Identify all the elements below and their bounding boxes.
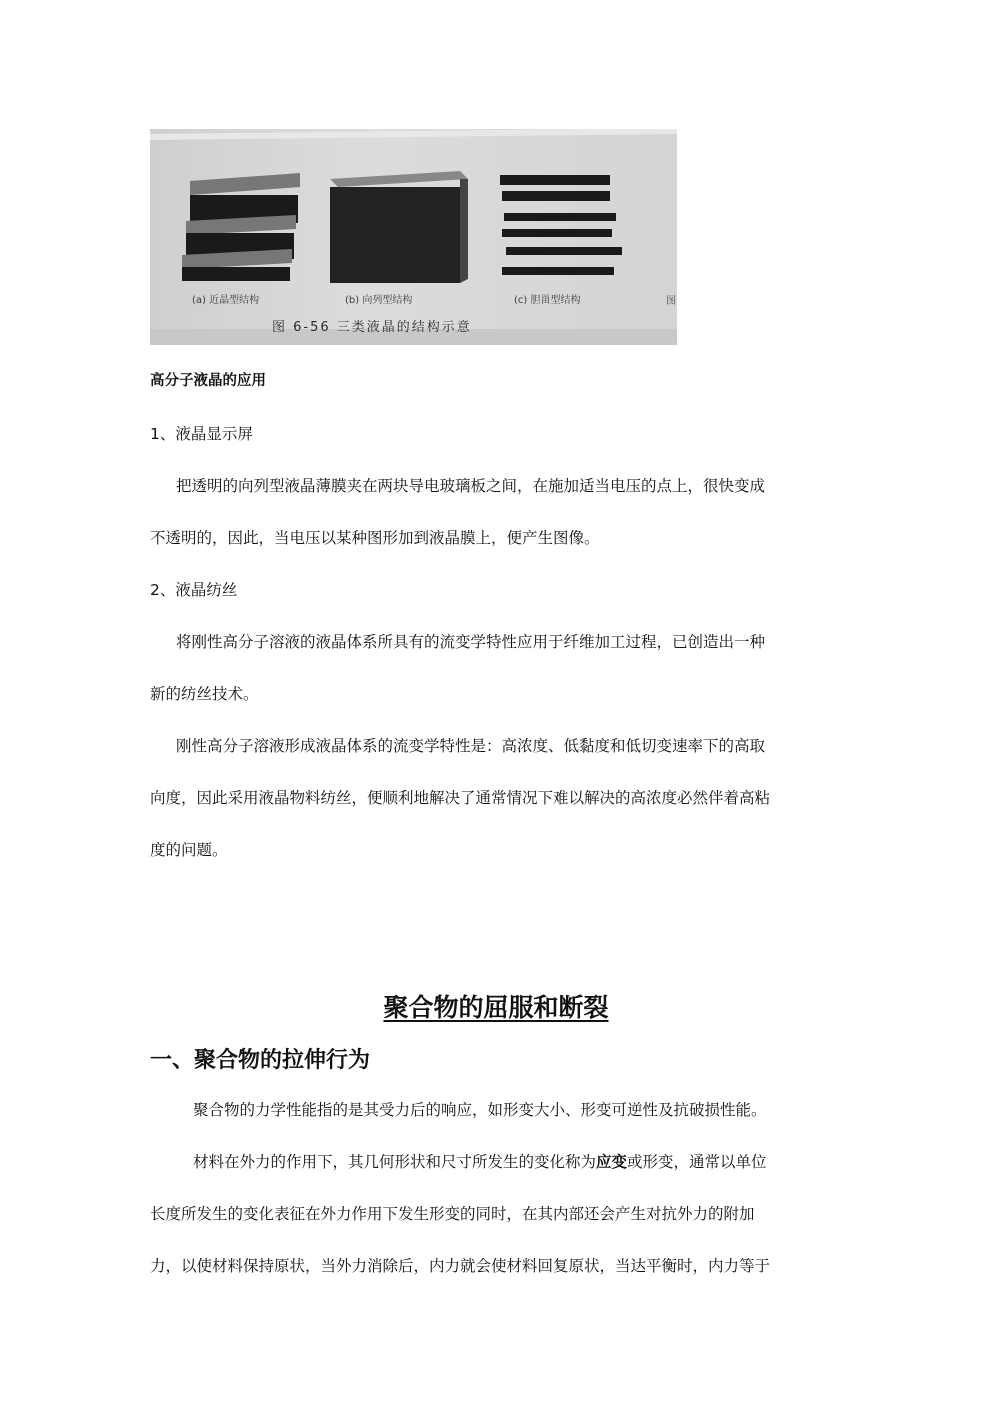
smectic-structure-drawing <box>182 173 300 281</box>
item2-paragraph2-line2: 向度，因此采用液晶物料纺丝，便顺利地解决了通常情况下难以解决的高浓度必然伴着高粘 <box>150 789 771 807</box>
chapter-paragraph1: 聚合物的力学性能指的是其受力后的响应，如形变大小、形变可逆性及抗破损性能。 <box>193 1101 767 1119</box>
chapter-title-wrap <box>0 988 992 1024</box>
side-mark: 图 <box>666 296 676 307</box>
chapter-paragraph2-line1 <box>193 1152 767 1172</box>
figure-title: 图 6-56 三类液晶的结构示意 <box>272 320 472 335</box>
chapter-title: 聚合物的屈服和断裂 <box>383 993 609 1022</box>
figure-photo <box>150 129 677 345</box>
nematic-structure-drawing <box>330 171 468 283</box>
chapter-paragraph2-line3: 力，以使材料保持原状，当外力消除后，内力就会使材料回复原状，当达平衡时，内力等于 <box>150 1257 771 1275</box>
item1-paragraph-line1: 把透明的向列型液晶薄膜夹在两块导电玻璃板之间，在施加适当电压的点上，很快变成 <box>176 477 766 495</box>
section-one-heading: 一、聚合物的拉伸行为 <box>150 1048 371 1073</box>
item2-paragraph2-line1: 刚性高分子溶液形成液晶体系的流变学特性是：高浓度、低黏度和低切变速率下的高取 <box>176 737 766 755</box>
chapter-paragraph2-line2: 长度所发生的变化表征在外力作用下发生形变的同时，在其内部还会产生对抗外力的附加 <box>150 1205 755 1223</box>
item2-paragraph1-line2: 新的纺丝技术。 <box>150 685 259 703</box>
item1-title: 1、液晶显示屏 <box>150 425 253 443</box>
section-heading: 高分子液晶的应用 <box>150 373 266 389</box>
term-strain: 应变 <box>596 1153 628 1171</box>
caption-a: (a) 近晶型结构 <box>192 295 260 306</box>
item1-paragraph-line2: 不透明的，因此，当电压以某种图形加到液晶膜上，便产生图像。 <box>150 529 600 547</box>
item2-title: 2、液晶纺丝 <box>150 581 238 599</box>
caption-b: (b) 向列型结构 <box>345 295 413 306</box>
p2-text-a: 材料在外力的作用下，其几何形状和尺寸所发生的变化称为 <box>193 1153 597 1171</box>
cholesteric-structure-drawing <box>500 175 622 275</box>
p2-text-b: 或形变，通常以单位 <box>627 1153 767 1171</box>
figure-illustration <box>150 129 677 345</box>
item2-paragraph1-line1: 将刚性高分子溶液的液晶体系所具有的流变学特性应用于纤维加工过程，已创造出一种 <box>176 633 766 651</box>
caption-c: (c) 胆甾型结构 <box>514 295 581 306</box>
item2-paragraph2-line3: 度的问题。 <box>150 841 228 859</box>
